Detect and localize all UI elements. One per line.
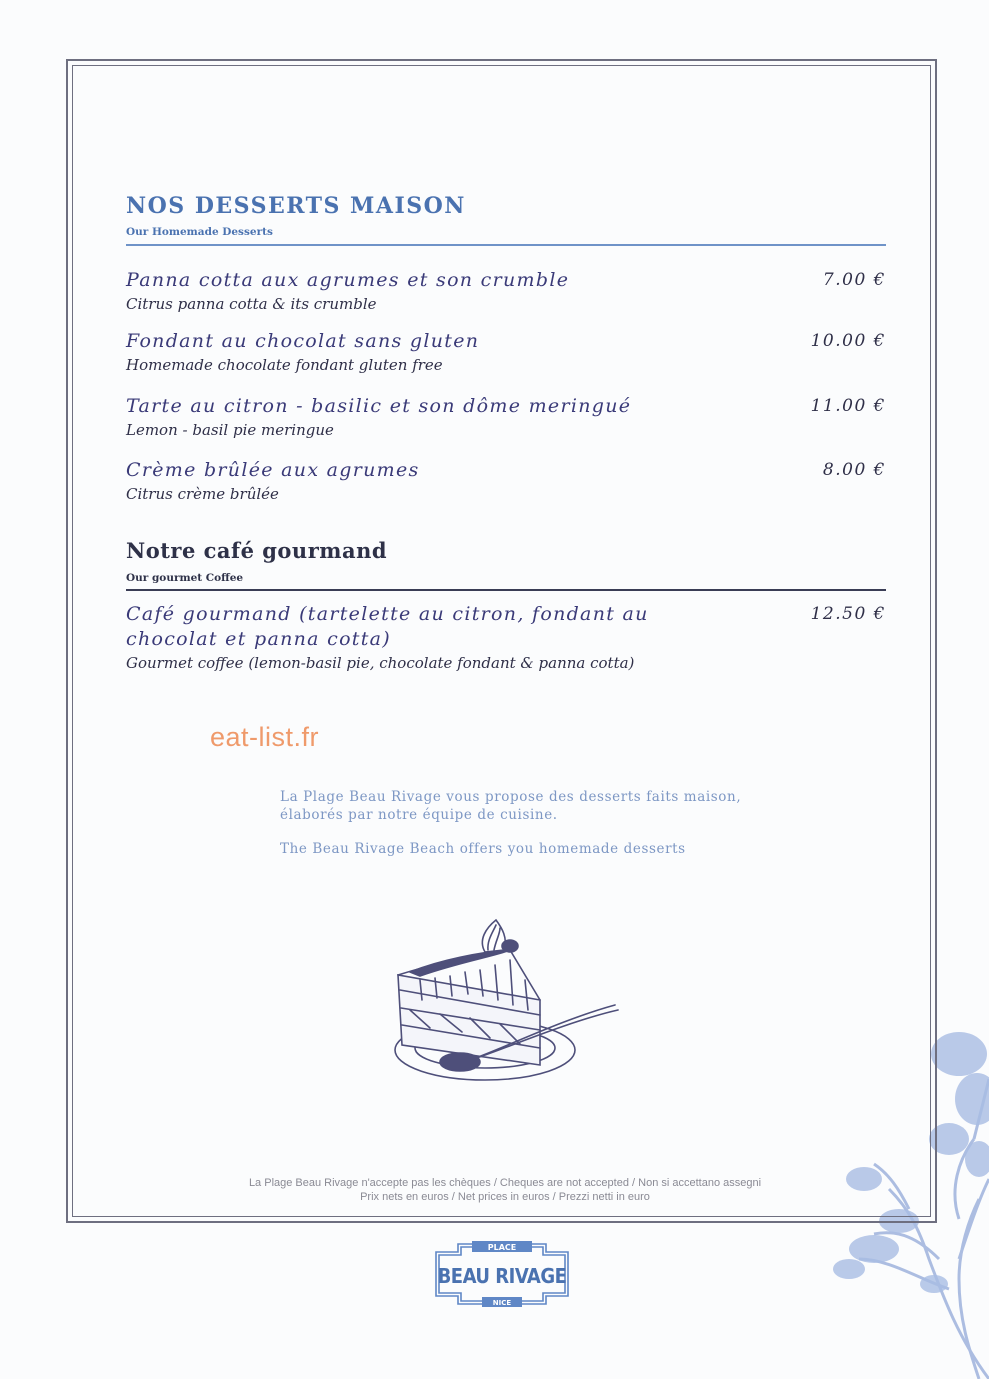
menu-item-description: Homemade chocolate fondant gluten free xyxy=(126,356,443,374)
menu-item-description: Citrus crème brûlée xyxy=(126,485,279,503)
desserts-divider xyxy=(126,244,886,246)
menu-item-description: Gourmet coffee (lemon-basil pie, chocolate fondant & panna cotta) xyxy=(126,654,635,672)
menu-item-name: Fondant au chocolat sans gluten xyxy=(126,330,480,352)
menu-item-name: Tarte au citron - basilic et son dôme meringué xyxy=(126,395,632,417)
footer-prices-notice: Prix nets en euros / Net prices in euros / Prezzi netti in euro xyxy=(360,1191,650,1203)
menu-item-description: Citrus panna cotta & its crumble xyxy=(126,295,377,313)
menu-item-price: 7.00 € xyxy=(822,270,886,290)
desserts-section-subtitle: Our Homemade Desserts xyxy=(126,226,273,238)
homemade-note-en: The Beau Rivage Beach offers you homemade desserts xyxy=(280,841,686,857)
desserts-section-title: NOS DESSERTS MAISON xyxy=(126,193,466,219)
logo-bottom-text: NICE xyxy=(492,1299,512,1307)
watermark-text: eat-list.fr xyxy=(210,722,320,752)
menu-item xyxy=(126,602,886,672)
menu-item-description: Lemon - basil pie meringue xyxy=(126,421,334,439)
menu-item-name: Crème brûlée aux agrumes xyxy=(126,459,420,481)
cake-slice-illustration xyxy=(390,910,625,1095)
logo-top-text: PLACE xyxy=(487,1243,517,1252)
menu-item xyxy=(126,394,886,439)
menu-item xyxy=(126,458,886,503)
homemade-note-fr: La Plage Beau Rivage vous propose des desserts faits maison, élaborés par notre équipe de cuisine. xyxy=(280,789,742,823)
menu-item xyxy=(126,329,886,374)
menu-item-price: 12.50 € xyxy=(810,604,886,624)
coffee-divider xyxy=(126,589,886,591)
menu-item-price: 11.00 € xyxy=(810,396,886,416)
menu-item-price: 10.00 € xyxy=(810,331,886,351)
logo-main-text: BEAU RIVAGE xyxy=(437,1264,567,1288)
coffee-section-title: Notre café gourmand xyxy=(126,538,388,563)
menu-item-price: 8.00 € xyxy=(822,460,886,480)
footer-cheques-notice: La Plage Beau Rivage n'accepte pas les chèques / Cheques are not accepted / Non si accettano assegni xyxy=(248,1177,762,1189)
menu-item-name: Panna cotta aux agrumes et son crumble xyxy=(126,269,570,291)
menu-item-name: Café gourmand (tartelette au citron, fondant au chocolat et panna cotta) xyxy=(126,603,649,650)
menu-item xyxy=(126,268,886,313)
coffee-section-subtitle: Our gourmet Coffee xyxy=(126,572,244,584)
beau-rivage-logo xyxy=(428,1238,576,1310)
